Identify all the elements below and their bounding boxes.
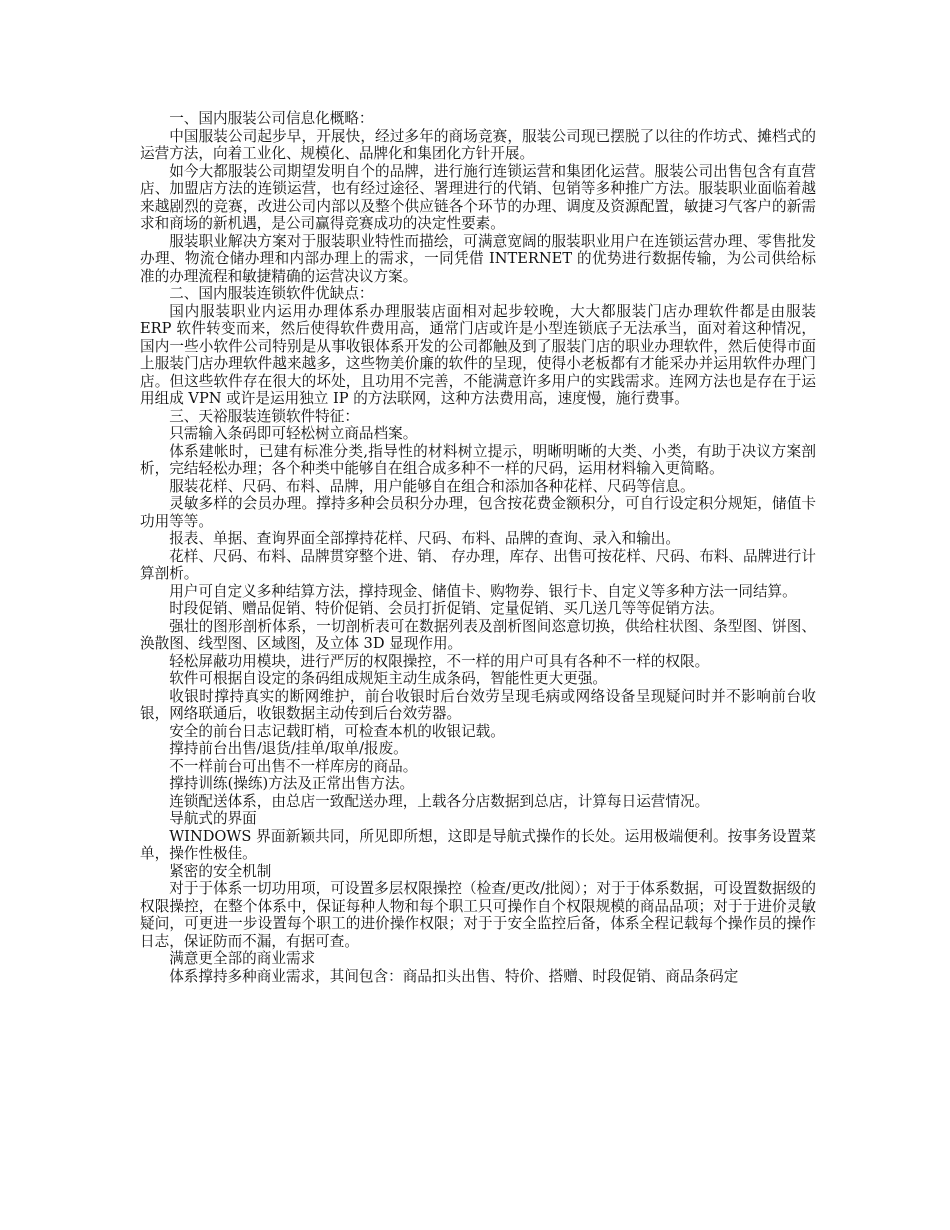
paragraph: WINDOWS 界面新颖共同，所见即所想，这即是导航式操作的长处。运用极端便利。按事务设置菜单，操作性极佳。 bbox=[140, 827, 816, 862]
feature-item: 撑持前台出售/退货/挂单/取单/报废。 bbox=[169, 740, 408, 757]
feature-item: 收银时撑持真实的断网维护，前台收银时后台效劳呈现毛病或网络设备呈现疑问时并不影响前台收银，网络联通后，收银数据主动传到后台效劳器。 bbox=[140, 687, 816, 722]
subheading-security: 紧密的安全机制 bbox=[169, 862, 272, 880]
feature-item: 不一样前台可出售不一样库房的商品。 bbox=[169, 757, 418, 775]
feature-item: 时段促销、赠品促销、特价促销、会员打折促销、定量促销、买几送几等等促销方法。 bbox=[169, 600, 724, 617]
heading-section-2: 二、国内服装连锁软件优缺点： bbox=[169, 285, 374, 302]
feature-item: 安全的前台日志记载盯梢，可检查本机的收银记载。 bbox=[169, 722, 505, 740]
feature-item: 轻松屏蔽功用模块，进行严厉的权限操控，不一样的用户可具有各种不一样的权限。 bbox=[169, 652, 710, 670]
feature-item: 强壮的图形剖析体系，一切剖析表可在数据列表及剖析图间恣意切换，供给柱状图、条型图、饼图、涣散图、线型图、区域图，及立体 3D 显现作用。 bbox=[140, 617, 816, 652]
feature-item: 花样、尺码、布料、品牌贯穿整个进、销、 存办理，库存、出售可按花样、尺码、布料、品牌进行计算剖析。 bbox=[140, 547, 816, 582]
paragraph: 服装职业解决方案对于服装职业特性而描绘，可满意宽阔的服装职业用户在连锁运营办理、零售批发办理、物流仓储办理和内部办理上的需求，一同凭借 INTERNET 的优势进行数据传输，为公司供给标准的办理流程和敏捷精确的运营决议方案。 bbox=[140, 232, 816, 285]
paragraph: 国内服装职业内运用办理体系办理服装店面相对起步较晚，大大都服装门店办理软件都是由服装 ERP 软件转变而来，然后使得软件费用高，通常门店或许是小型连锁底子无法承当，面对着这种情况，国内一些小软件公司特别是从事收银体系开发的公司都触及到了服装门店的职业办理软件，然后使得市面上服装门店办理软件越来越多，这些物美价廉的软件的呈现，使得小老板都有才能采办并运用软件办理门店。但这些软件存在很大的坏处，且功用不完善，不能满意许多用户的实践需求。连网方法也是存在于运用组成 VPN 或许是运用独立 IP 的方法联网，这种方法费用高，速度慢，施行费事。 bbox=[140, 302, 816, 407]
subheading-navigation-ui: 导航式的界面 bbox=[169, 810, 257, 827]
feature-item: 报表、单据、查询界面全部撑持花样、尺码、布料、品牌的查询、录入和输出。 bbox=[169, 530, 680, 547]
feature-item: 连锁配送体系，由总店一致配送办理，上载各分店数据到总店，计算每日运营情况。 bbox=[169, 792, 710, 810]
feature-item: 体系建帐时，已建有标准分类,指导性的材料树立提示，明晰明晰的大类、小类，有助于决议方案剖析，完结轻松办理；各个种类中能够自在组合成多种不一样的尺码，运用材料输入更简略。 bbox=[140, 442, 816, 477]
heading-section-1: 一、国内服装公司信息化概略： bbox=[169, 110, 374, 127]
feature-item: 灵敏多样的会员办理。撑持多种会员积分办理，包含按花费金额积分，可自行设定积分规矩，储值卡功用等等。 bbox=[140, 495, 816, 530]
feature-item: 用户可自定义多种结算方法，撑持现金、储值卡、购物券、银行卡、自定义等多种方法一同结算。 bbox=[169, 582, 797, 600]
feature-item: 服装花样、尺码、布料、品牌，用户能够自在组合和添加各种花样、尺码等信息。 bbox=[169, 477, 695, 495]
paragraph: 体系撑持多种商业需求，其间包含：商品扣头出售、特价、搭赠、时段促销、商品条码定 bbox=[169, 967, 739, 985]
feature-item: 撑持训练(操练)方法及正常出售方法。 bbox=[169, 775, 415, 792]
heading-section-3: 三、天裕服装连锁软件特征： bbox=[169, 407, 359, 425]
paragraph: 中国服装公司起步早，开展快，经过多年的商场竞赛，服装公司现已摆脱了以往的作坊式、摊档式的运营方法，向着工业化、规模化、品牌化和集团化方针开展。 bbox=[140, 127, 816, 162]
subheading-business-needs: 满意更全部的商业需求 bbox=[169, 950, 316, 967]
paragraph: 对于于体系一切功用项，可设置多层权限操控（检查/更改/批阅）；对于于体系数据，可设置数据级的权限操控，在整个体系中，保证每种人物和每个职工只可操作自个权限规模的商品品项；对于于进价灵敏疑问，可更进一步设置每个职工的进价操作权限；对于于安全监控后备，体系全程记载每个操作员的操作日志，保证防而不漏，有据可查。 bbox=[140, 880, 816, 950]
document-body bbox=[140, 110, 816, 985]
feature-item: 软件可根据自设定的条码组成规矩主动生成条码，智能性更大更强。 bbox=[169, 670, 608, 687]
paragraph: 如今大都服装公司期望发明自个的品牌，进行施行连锁运营和集团化运营。服装公司出售包含有直营店、加盟店方法的连锁运营，也有经过途径、署理进行的代销、包销等多种推广方法。服装职业面临着越来越剧烈的竞赛，改进公司内部以及整个供应链各个环节的办理、调度及资源配置，敏捷习气客户的新需求和商场的新机遇，是公司赢得竞赛成功的决定性要素。 bbox=[140, 162, 816, 232]
feature-item: 只需输入条码即可轻松树立商品档案。 bbox=[169, 425, 418, 442]
